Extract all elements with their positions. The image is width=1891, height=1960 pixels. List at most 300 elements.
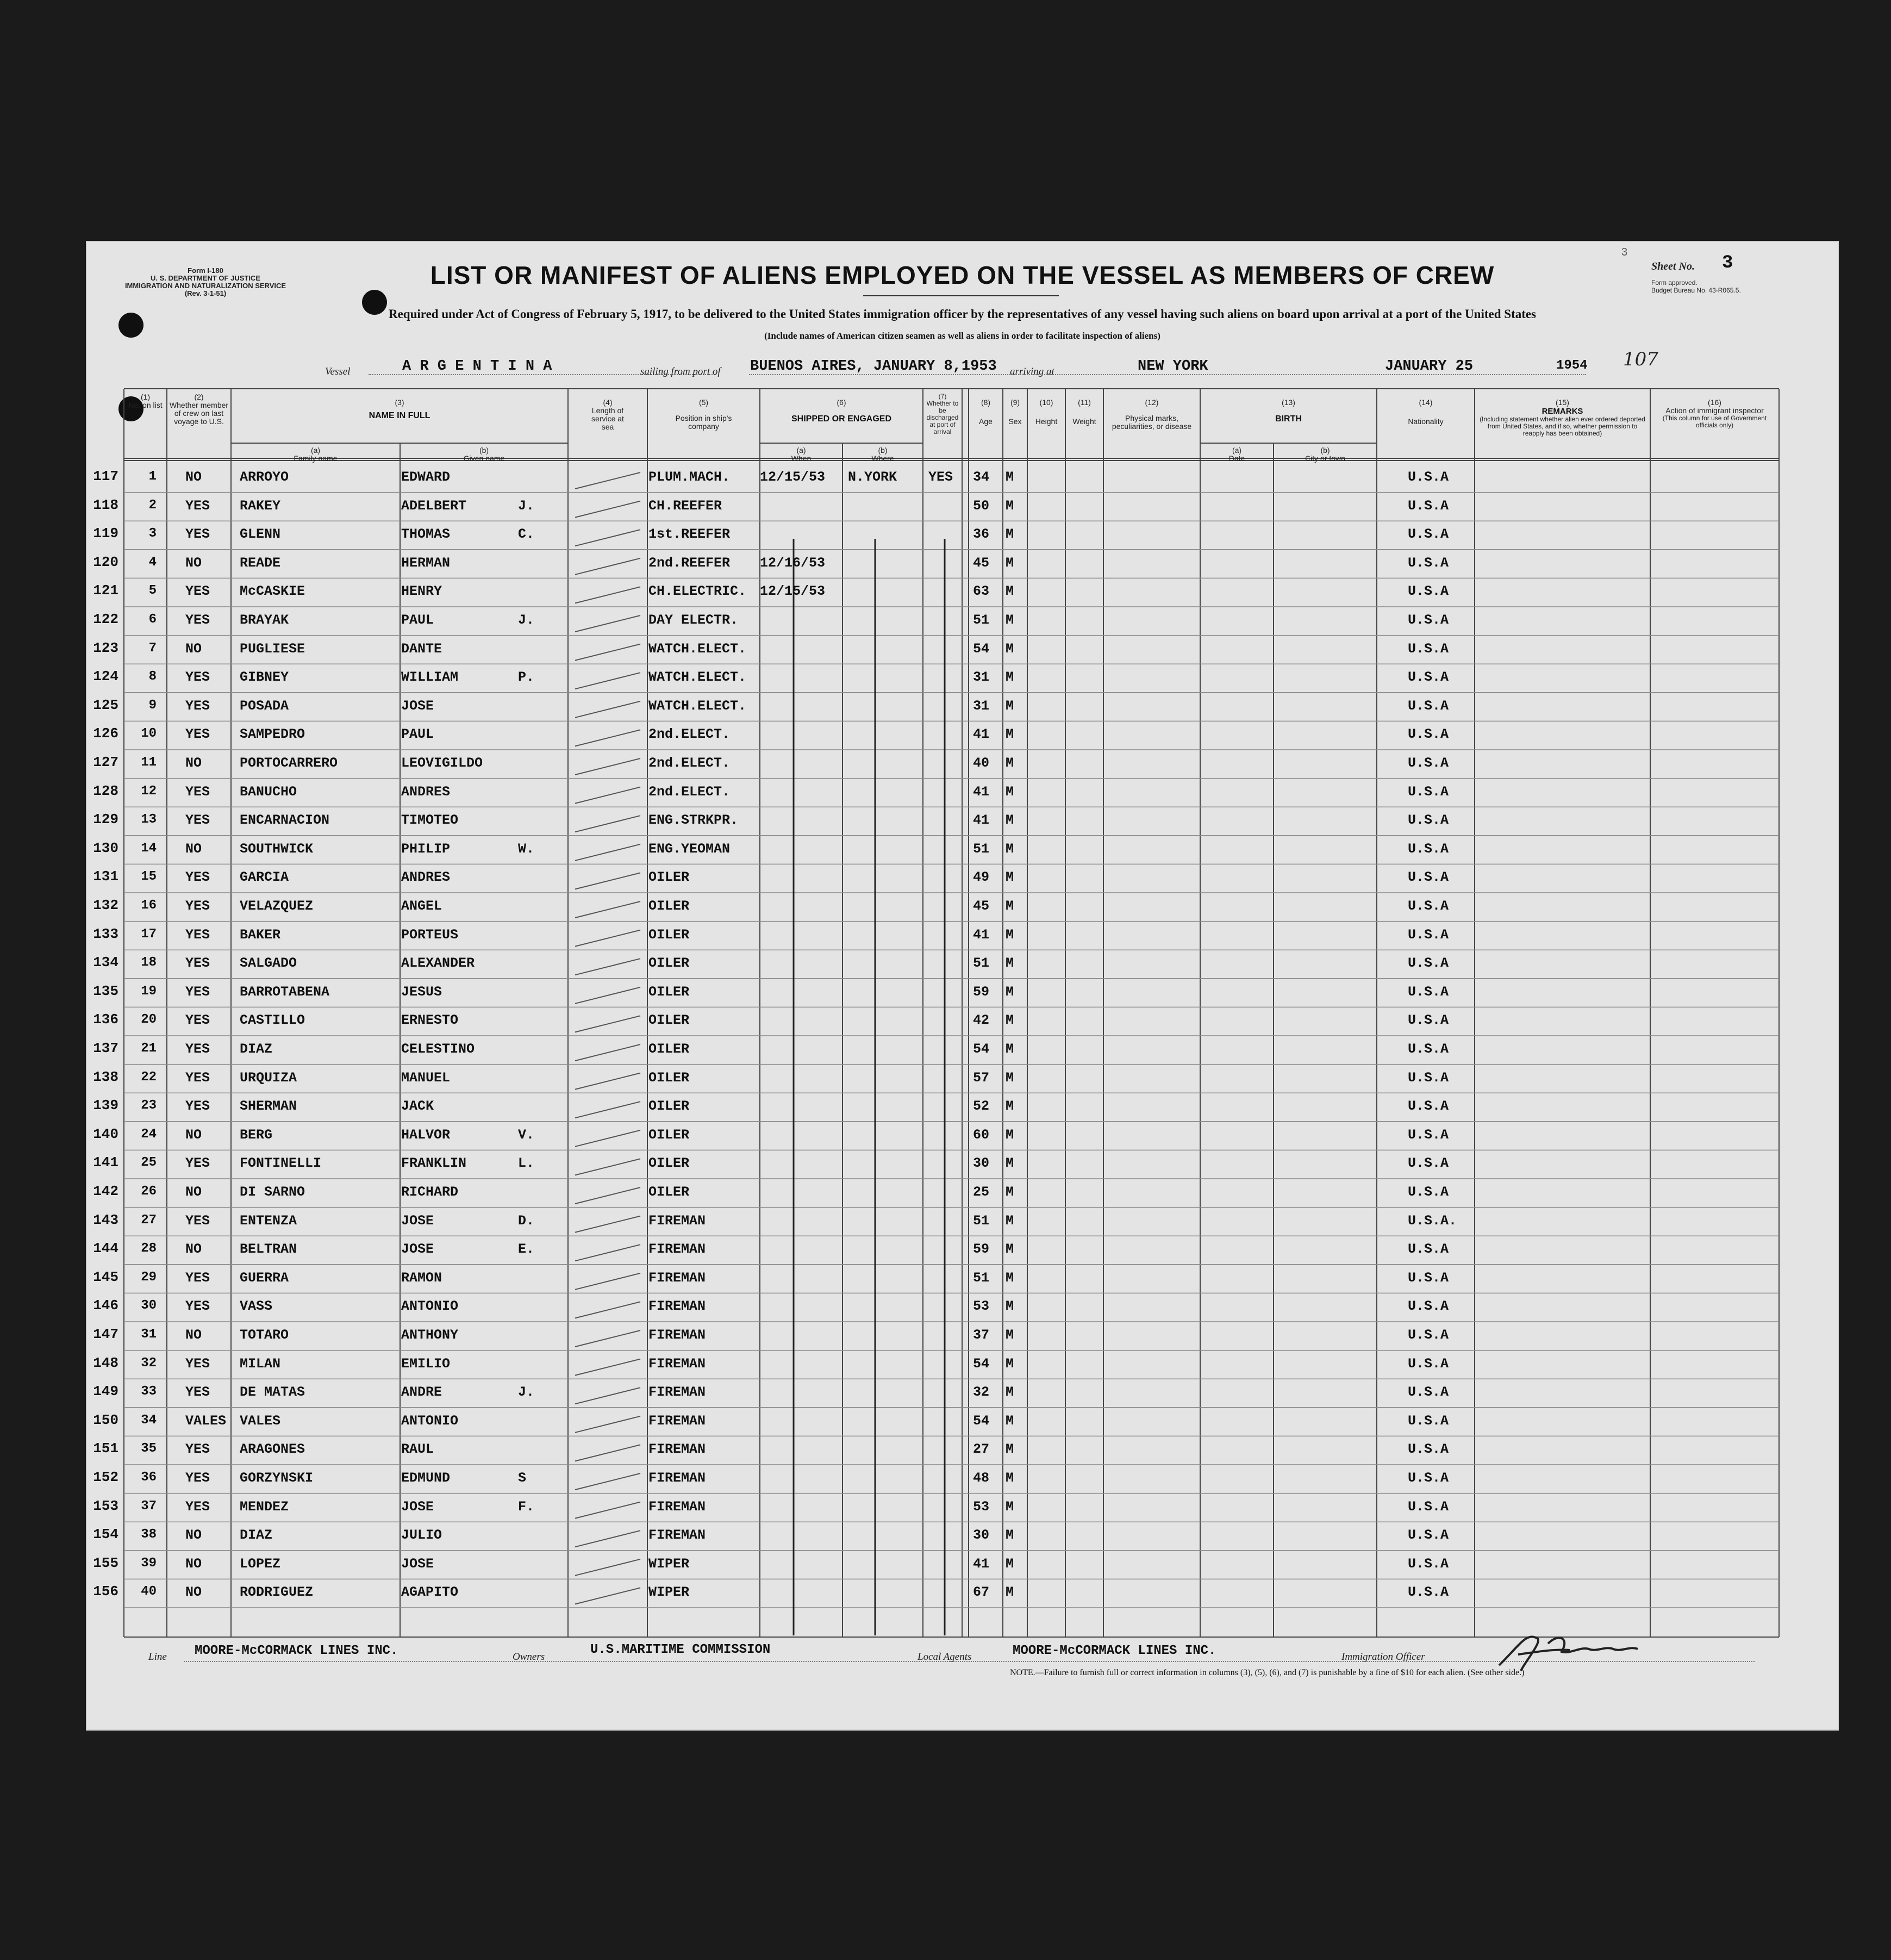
age-cell: 51 bbox=[973, 1270, 990, 1286]
age-cell: 41 bbox=[973, 812, 990, 829]
footer-note: NOTE.—Failure to furnish full or correct information in columns (3), (5), (6), and (7) is punishable by a fine of $10 for each alien. (See other side.) bbox=[1010, 1668, 1525, 1677]
given-name-cell: DANTE bbox=[401, 640, 442, 657]
last-voyage-cell: NO bbox=[185, 1127, 202, 1143]
last-voyage-cell: NO bbox=[185, 755, 202, 771]
col-sublabel: (This column for use of Government officials only) bbox=[1662, 414, 1767, 429]
requirement-text: Required under Act of Congress of February 5, 1917, to be delivered to the United States immigration officer by the representatives of any vessel having such aliens on board upon arrival at a port of the United States bbox=[388, 307, 1537, 321]
family-name-cell: FONTINELLI bbox=[240, 1155, 322, 1172]
col-label: BIRTH bbox=[1275, 414, 1302, 424]
nationality-cell: U.S.A bbox=[1408, 869, 1449, 886]
age-cell: 48 bbox=[973, 1470, 990, 1486]
last-voyage-cell: YES bbox=[185, 783, 210, 800]
sex-cell: M bbox=[1006, 583, 1014, 600]
age-cell: 54 bbox=[973, 1413, 990, 1429]
nationality-cell: U.S.A bbox=[1408, 526, 1449, 543]
family-name-cell: VELAZQUEZ bbox=[240, 898, 314, 914]
owners-label: Owners bbox=[513, 1651, 545, 1663]
list-number-cell: 33 bbox=[141, 1384, 157, 1399]
table-row bbox=[86, 865, 1839, 894]
given-name-cell: ERNESTO bbox=[401, 1012, 459, 1029]
list-number-cell: 24 bbox=[141, 1127, 157, 1142]
age-cell: 36 bbox=[973, 526, 990, 543]
given-initial-cell: W. bbox=[518, 841, 535, 857]
position-cell: 2nd.ELECT. bbox=[648, 783, 731, 800]
col-number: (9) bbox=[1010, 398, 1020, 407]
age-cell: 31 bbox=[973, 698, 990, 714]
last-voyage-cell: NO bbox=[185, 1327, 202, 1343]
sex-cell: M bbox=[1006, 1098, 1014, 1115]
sex-cell: M bbox=[1006, 1298, 1014, 1315]
col-sublabel: (Including statement whether alien ever ordered deported from United States, and if so, whether permission to reapply has been obtained) bbox=[1480, 415, 1645, 437]
sex-cell: M bbox=[1006, 1327, 1014, 1343]
sailing-from: BUENOS AIRES, JANUARY 8,1953 bbox=[750, 358, 997, 375]
nationality-cell: U.S.A bbox=[1408, 955, 1449, 972]
position-cell: FIREMAN bbox=[648, 1270, 706, 1286]
last-voyage-cell: NO bbox=[185, 640, 202, 657]
list-number-cell: 35 bbox=[141, 1441, 157, 1457]
given-name-cell: JOSE bbox=[401, 1498, 434, 1515]
table-row bbox=[86, 665, 1839, 694]
last-voyage-cell: YES bbox=[185, 1098, 210, 1115]
family-name-cell: BARROTABENA bbox=[240, 984, 330, 1000]
page-row-number: 150 bbox=[93, 1411, 118, 1428]
position-cell: PLUM.MACH. bbox=[648, 469, 731, 485]
given-name-cell: MANUEL bbox=[401, 1069, 451, 1086]
given-name-cell: HERMAN bbox=[401, 555, 451, 571]
age-cell: 42 bbox=[973, 1012, 990, 1029]
col-label: Date bbox=[1228, 454, 1245, 463]
page-row-number: 139 bbox=[93, 1097, 118, 1114]
page-row-number: 138 bbox=[93, 1068, 118, 1085]
given-name-cell: JOSE bbox=[401, 1212, 434, 1229]
page-row-number: 133 bbox=[93, 925, 118, 942]
sex-cell: M bbox=[1006, 612, 1014, 628]
family-name-cell: BRAYAK bbox=[240, 612, 289, 628]
given-name-cell: RICHARD bbox=[401, 1184, 459, 1200]
nationality-cell: U.S.A bbox=[1408, 469, 1449, 485]
sex-cell: M bbox=[1006, 1241, 1014, 1258]
col-label: Weight bbox=[1072, 417, 1096, 426]
shipped-where-cell: N.YORK bbox=[848, 469, 897, 485]
age-cell: 51 bbox=[973, 955, 990, 972]
col-label: City or town bbox=[1305, 454, 1345, 463]
position-cell: WATCH.ELECT. bbox=[648, 669, 747, 686]
position-cell: OILER bbox=[648, 984, 690, 1000]
page-row-number: 145 bbox=[93, 1268, 118, 1285]
position-cell: WIPER bbox=[648, 1584, 690, 1601]
last-voyage-cell: NO bbox=[185, 555, 202, 571]
given-name-cell: ANDRES bbox=[401, 869, 451, 886]
family-name-cell: RODRIGUEZ bbox=[240, 1584, 314, 1601]
page-row-number: 124 bbox=[93, 668, 118, 685]
last-voyage-cell: YES bbox=[185, 726, 210, 743]
position-cell: OILER bbox=[648, 869, 690, 886]
nationality-cell: U.S.A bbox=[1408, 1184, 1449, 1200]
col-number: (3) bbox=[395, 398, 404, 407]
nationality-cell: U.S.A bbox=[1408, 1241, 1449, 1258]
shipping-line: MOORE-McCORMACK LINES INC. bbox=[195, 1644, 398, 1658]
position-cell: FIREMAN bbox=[648, 1384, 706, 1401]
position-cell: FIREMAN bbox=[648, 1413, 706, 1429]
list-number-cell: 11 bbox=[141, 755, 157, 770]
table-row bbox=[86, 1495, 1839, 1523]
list-number-cell: 32 bbox=[141, 1355, 157, 1371]
col-number: (8) bbox=[981, 398, 991, 407]
sex-cell: M bbox=[1006, 812, 1014, 829]
nationality-cell: U.S.A bbox=[1408, 669, 1449, 686]
family-name-cell: VASS bbox=[240, 1298, 273, 1315]
nationality-cell: U.S.A bbox=[1408, 841, 1449, 857]
nationality-cell: U.S.A. bbox=[1408, 1212, 1457, 1229]
col-label: When bbox=[791, 454, 812, 463]
col-number: (7) bbox=[938, 393, 947, 400]
nationality-cell: U.S.A bbox=[1408, 640, 1449, 657]
given-name-cell: JOSE bbox=[401, 698, 434, 714]
family-name-cell: READE bbox=[240, 555, 281, 571]
shipped-when-cell: 12/15/53 bbox=[760, 583, 826, 600]
col-number: (12) bbox=[1145, 398, 1159, 407]
arrival-date: JANUARY 25 bbox=[1385, 358, 1474, 375]
last-voyage-cell: YES bbox=[185, 669, 210, 686]
sex-cell: M bbox=[1006, 1384, 1014, 1401]
service: IMMIGRATION AND NATURALIZATION SERVICE bbox=[124, 282, 286, 290]
position-cell: OILER bbox=[648, 1041, 690, 1057]
col-number: (a) bbox=[310, 446, 321, 455]
list-number-cell: 17 bbox=[141, 926, 157, 942]
last-voyage-cell: YES bbox=[185, 1155, 210, 1172]
last-voyage-cell: NO bbox=[185, 1241, 202, 1258]
age-cell: 49 bbox=[973, 869, 990, 886]
family-name-cell: TOTARO bbox=[240, 1327, 289, 1343]
table-row bbox=[86, 1066, 1839, 1094]
last-voyage-cell: YES bbox=[185, 1384, 210, 1401]
given-name-cell: HENRY bbox=[401, 583, 442, 600]
table-row bbox=[86, 1037, 1839, 1066]
family-name-cell: CASTILLO bbox=[240, 1012, 305, 1029]
last-voyage-cell: YES bbox=[185, 526, 210, 543]
age-cell: 63 bbox=[973, 583, 990, 600]
col-label: Position in ship's company bbox=[675, 414, 732, 431]
given-initial-cell: E. bbox=[518, 1241, 535, 1258]
page-row-number: 117 bbox=[93, 468, 118, 484]
given-initial-cell: J. bbox=[518, 497, 535, 514]
officer-label: Immigration Officer bbox=[1341, 1651, 1425, 1663]
nationality-cell: U.S.A bbox=[1408, 984, 1449, 1000]
last-voyage-cell: YES bbox=[185, 1012, 210, 1029]
approval-line: Budget Bureau No. 43-R065.5. bbox=[1651, 287, 1741, 294]
given-initial-cell: D. bbox=[518, 1212, 535, 1229]
sex-cell: M bbox=[1006, 1069, 1014, 1086]
nationality-cell: U.S.A bbox=[1408, 1441, 1449, 1458]
col-number: (1) bbox=[140, 393, 151, 401]
family-name-cell: McCASKIE bbox=[240, 583, 305, 600]
position-cell: FIREMAN bbox=[648, 1355, 706, 1372]
family-name-cell: GIBNEY bbox=[240, 669, 289, 686]
given-name-cell: THOMAS bbox=[401, 526, 451, 543]
family-name-cell: DI SARNO bbox=[240, 1184, 305, 1200]
page-row-number: 121 bbox=[93, 582, 118, 599]
list-number-cell: 12 bbox=[141, 783, 157, 799]
family-name-cell: SALGADO bbox=[240, 955, 297, 972]
vessel-label: Vessel bbox=[325, 366, 351, 377]
col-number: (5) bbox=[698, 398, 709, 407]
position-cell: OILER bbox=[648, 1155, 690, 1172]
last-voyage-cell: YES bbox=[185, 1041, 210, 1057]
table-row bbox=[86, 1437, 1839, 1466]
age-cell: 37 bbox=[973, 1327, 990, 1343]
page-row-number: 153 bbox=[93, 1497, 118, 1514]
age-cell: 50 bbox=[973, 497, 990, 514]
col-number: (15) bbox=[1556, 398, 1569, 407]
list-number-cell: 36 bbox=[141, 1470, 157, 1485]
page-row-number: 155 bbox=[93, 1554, 118, 1571]
page-row-number: 152 bbox=[93, 1469, 118, 1485]
family-name-cell: MENDEZ bbox=[240, 1498, 289, 1515]
age-cell: 41 bbox=[973, 1555, 990, 1572]
list-number-cell: 31 bbox=[141, 1327, 157, 1342]
given-name-cell: TIMOTEO bbox=[401, 812, 459, 829]
given-name-cell: CELESTINO bbox=[401, 1041, 475, 1057]
col-label: No. on list bbox=[128, 401, 163, 409]
page-row-number: 126 bbox=[93, 725, 118, 742]
list-number-cell: 19 bbox=[141, 984, 157, 999]
sex-cell: M bbox=[1006, 869, 1014, 886]
col-label: Height bbox=[1035, 417, 1058, 426]
page-row-number: 154 bbox=[93, 1526, 118, 1543]
position-cell: WATCH.ELECT. bbox=[648, 640, 747, 657]
age-cell: 59 bbox=[973, 1241, 990, 1258]
last-voyage-cell: YES bbox=[185, 1470, 210, 1486]
given-name-cell: ANDRE bbox=[401, 1384, 442, 1401]
department: U. S. DEPARTMENT OF JUSTICE bbox=[151, 274, 260, 282]
family-name-cell: MILAN bbox=[240, 1355, 281, 1372]
vessel-name: A R G E N T I N A bbox=[402, 358, 552, 375]
given-name-cell: WILLIAM bbox=[401, 669, 459, 686]
given-name-cell: PAUL bbox=[401, 612, 434, 628]
given-name-cell: LEOVIGILDO bbox=[401, 755, 483, 771]
table-row bbox=[86, 923, 1839, 951]
nationality-cell: U.S.A bbox=[1408, 1527, 1449, 1544]
shipped-when-cell: 12/15/53 bbox=[760, 469, 826, 485]
last-voyage-cell: YES bbox=[185, 869, 210, 886]
last-voyage-cell: YES bbox=[185, 1498, 210, 1515]
given-initial-cell: S bbox=[518, 1470, 527, 1486]
list-number-cell: 8 bbox=[148, 669, 157, 685]
given-name-cell: ANTONIO bbox=[401, 1298, 459, 1315]
nationality-cell: U.S.A bbox=[1408, 1270, 1449, 1286]
sex-cell: M bbox=[1006, 698, 1014, 714]
position-cell: DAY ELECTR. bbox=[648, 612, 739, 628]
last-voyage-cell: YES bbox=[185, 1270, 210, 1286]
table-row bbox=[86, 608, 1839, 637]
table-row bbox=[86, 1180, 1839, 1209]
sex-cell: M bbox=[1006, 755, 1014, 771]
form-number: Form I-180 bbox=[188, 266, 223, 275]
nationality-cell: U.S.A bbox=[1408, 1069, 1449, 1086]
family-name-cell: PORTOCARRERO bbox=[240, 755, 338, 771]
position-cell: FIREMAN bbox=[648, 1241, 706, 1258]
position-cell: ENG.STRKPR. bbox=[648, 812, 739, 829]
nationality-cell: U.S.A bbox=[1408, 1355, 1449, 1372]
nationality-cell: U.S.A bbox=[1408, 583, 1449, 600]
list-number-cell: 14 bbox=[141, 841, 157, 856]
col-label: NAME IN FULL bbox=[369, 411, 430, 420]
given-name-cell: ANDRES bbox=[401, 783, 451, 800]
given-initial-cell: C. bbox=[518, 526, 535, 543]
given-initial-cell: V. bbox=[518, 1127, 535, 1143]
list-number-cell: 40 bbox=[141, 1584, 157, 1600]
sex-cell: M bbox=[1006, 1212, 1014, 1229]
family-name-cell: GUERRA bbox=[240, 1270, 289, 1286]
page-row-number: 118 bbox=[93, 496, 118, 513]
given-initial-cell: J. bbox=[518, 612, 535, 628]
page-row-number: 136 bbox=[93, 1011, 118, 1028]
family-name-cell: LOPEZ bbox=[240, 1555, 281, 1572]
page-title: LIST OR MANIFEST OF ALIENS EMPLOYED ON THE VESSEL AS MEMBERS OF CREW bbox=[430, 261, 1495, 289]
list-number-cell: 21 bbox=[141, 1041, 157, 1056]
page-number: 107 bbox=[1623, 349, 1658, 370]
sex-cell: M bbox=[1006, 1555, 1014, 1572]
page-row-number: 120 bbox=[93, 553, 118, 570]
table-row bbox=[86, 1209, 1839, 1237]
nationality-cell: U.S.A bbox=[1408, 1012, 1449, 1029]
page-row-number: 137 bbox=[93, 1040, 118, 1056]
list-number-cell: 10 bbox=[141, 726, 157, 742]
list-number-cell: 4 bbox=[148, 555, 157, 570]
table-row bbox=[86, 1151, 1839, 1180]
family-name-cell: URQUIZA bbox=[240, 1069, 297, 1086]
list-number-cell: 30 bbox=[141, 1298, 157, 1314]
given-name-cell: JOSE bbox=[401, 1555, 434, 1572]
sex-cell: M bbox=[1006, 640, 1014, 657]
page-row-number: 143 bbox=[93, 1211, 118, 1228]
last-voyage-cell: YES bbox=[185, 984, 210, 1000]
position-cell: FIREMAN bbox=[648, 1470, 706, 1486]
page-row-number: 132 bbox=[93, 897, 118, 913]
age-cell: 51 bbox=[973, 1212, 990, 1229]
age-cell: 25 bbox=[973, 1184, 990, 1200]
col-label: Whether member of crew on last voyage to U.S. bbox=[169, 401, 229, 426]
last-voyage-cell: YES bbox=[185, 1212, 210, 1229]
col-number: (6) bbox=[837, 398, 846, 407]
sex-cell: M bbox=[1006, 1355, 1014, 1372]
position-cell: CH.REEFER bbox=[648, 497, 722, 514]
given-initial-cell: J. bbox=[518, 1384, 535, 1401]
family-name-cell: ENCARNACION bbox=[240, 812, 330, 829]
col-number: (b) bbox=[479, 446, 489, 455]
position-cell: FIREMAN bbox=[648, 1212, 706, 1229]
family-name-cell: GARCIA bbox=[240, 869, 289, 886]
sex-cell: M bbox=[1006, 1413, 1014, 1429]
nationality-cell: U.S.A bbox=[1408, 497, 1449, 514]
list-number-cell: 22 bbox=[141, 1069, 157, 1085]
table-row bbox=[86, 1237, 1839, 1266]
last-voyage-cell: YES bbox=[185, 812, 210, 829]
position-cell: FIREMAN bbox=[648, 1498, 706, 1515]
table-row bbox=[86, 1409, 1839, 1438]
page-row-number: 128 bbox=[93, 782, 118, 799]
table-row bbox=[86, 1094, 1839, 1123]
last-voyage-cell: NO bbox=[185, 1184, 202, 1200]
sex-cell: M bbox=[1006, 841, 1014, 857]
given-name-cell: RAMON bbox=[401, 1270, 442, 1286]
last-voyage-cell: YES bbox=[185, 898, 210, 914]
page-row-number: 123 bbox=[93, 639, 118, 656]
col-label: Given name bbox=[463, 454, 505, 463]
col-number: (10) bbox=[1039, 398, 1053, 407]
last-voyage-cell: YES bbox=[185, 1069, 210, 1086]
last-voyage-cell: NO bbox=[185, 469, 202, 485]
nationality-cell: U.S.A bbox=[1408, 1041, 1449, 1057]
list-number-cell: 16 bbox=[141, 898, 157, 913]
page-row-number: 125 bbox=[93, 696, 118, 713]
page-row-number: 119 bbox=[93, 525, 118, 542]
list-number-cell: 6 bbox=[148, 612, 157, 627]
table-row bbox=[86, 1552, 1839, 1581]
age-cell: 34 bbox=[973, 469, 990, 485]
nationality-cell: U.S.A bbox=[1408, 1413, 1449, 1429]
last-voyage-cell: YES bbox=[185, 926, 210, 943]
table-row bbox=[86, 1380, 1839, 1409]
family-name-cell: BELTRAN bbox=[240, 1241, 297, 1258]
last-voyage-cell: NO bbox=[185, 1527, 202, 1544]
table-row bbox=[86, 808, 1839, 837]
given-name-cell: ANTHONY bbox=[401, 1327, 459, 1343]
family-name-cell: DIAZ bbox=[240, 1041, 273, 1057]
col-number: (14) bbox=[1419, 398, 1433, 407]
col-number: (b) bbox=[1320, 446, 1330, 455]
position-cell: OILER bbox=[648, 898, 690, 914]
last-voyage-cell: YES bbox=[185, 1355, 210, 1372]
age-cell: 52 bbox=[973, 1098, 990, 1115]
table-row bbox=[86, 1008, 1839, 1037]
given-name-cell: AGAPITO bbox=[401, 1584, 459, 1601]
page-row-number: 147 bbox=[93, 1326, 118, 1342]
last-voyage-cell: YES bbox=[185, 583, 210, 600]
list-number-cell: 15 bbox=[141, 869, 157, 885]
age-cell: 57 bbox=[973, 1069, 990, 1086]
table-row bbox=[86, 1266, 1839, 1295]
table-row bbox=[86, 579, 1839, 608]
age-cell: 41 bbox=[973, 783, 990, 800]
age-cell: 30 bbox=[973, 1155, 990, 1172]
age-cell: 41 bbox=[973, 926, 990, 943]
given-name-cell: FRANKLIN bbox=[401, 1155, 467, 1172]
family-name-cell: BERG bbox=[240, 1127, 273, 1143]
table-row bbox=[86, 837, 1839, 866]
col-label: Family name bbox=[294, 454, 338, 463]
age-cell: 54 bbox=[973, 640, 990, 657]
nationality-cell: U.S.A bbox=[1408, 755, 1449, 771]
page-row-number: 134 bbox=[93, 954, 118, 971]
local-agents: MOORE-McCORMACK LINES INC. bbox=[1013, 1644, 1216, 1658]
table-row bbox=[86, 722, 1839, 751]
discharge-cell: YES bbox=[928, 469, 953, 485]
last-voyage-cell: YES bbox=[185, 497, 210, 514]
list-number-cell: 18 bbox=[141, 955, 157, 970]
table-row bbox=[86, 551, 1839, 580]
last-voyage-cell: YES bbox=[185, 1298, 210, 1315]
list-number-cell: 29 bbox=[141, 1270, 157, 1285]
position-cell: OILER bbox=[648, 1069, 690, 1086]
shipped-when-cell: 12/16/53 bbox=[760, 555, 826, 571]
last-voyage-cell: NO bbox=[185, 1555, 202, 1572]
age-cell: 27 bbox=[973, 1441, 990, 1458]
col-label: Physical marks, peculiarities, or disease bbox=[1112, 414, 1192, 431]
sex-cell: M bbox=[1006, 783, 1014, 800]
sex-cell: M bbox=[1006, 1584, 1014, 1601]
family-name-cell: DE MATAS bbox=[240, 1384, 305, 1401]
